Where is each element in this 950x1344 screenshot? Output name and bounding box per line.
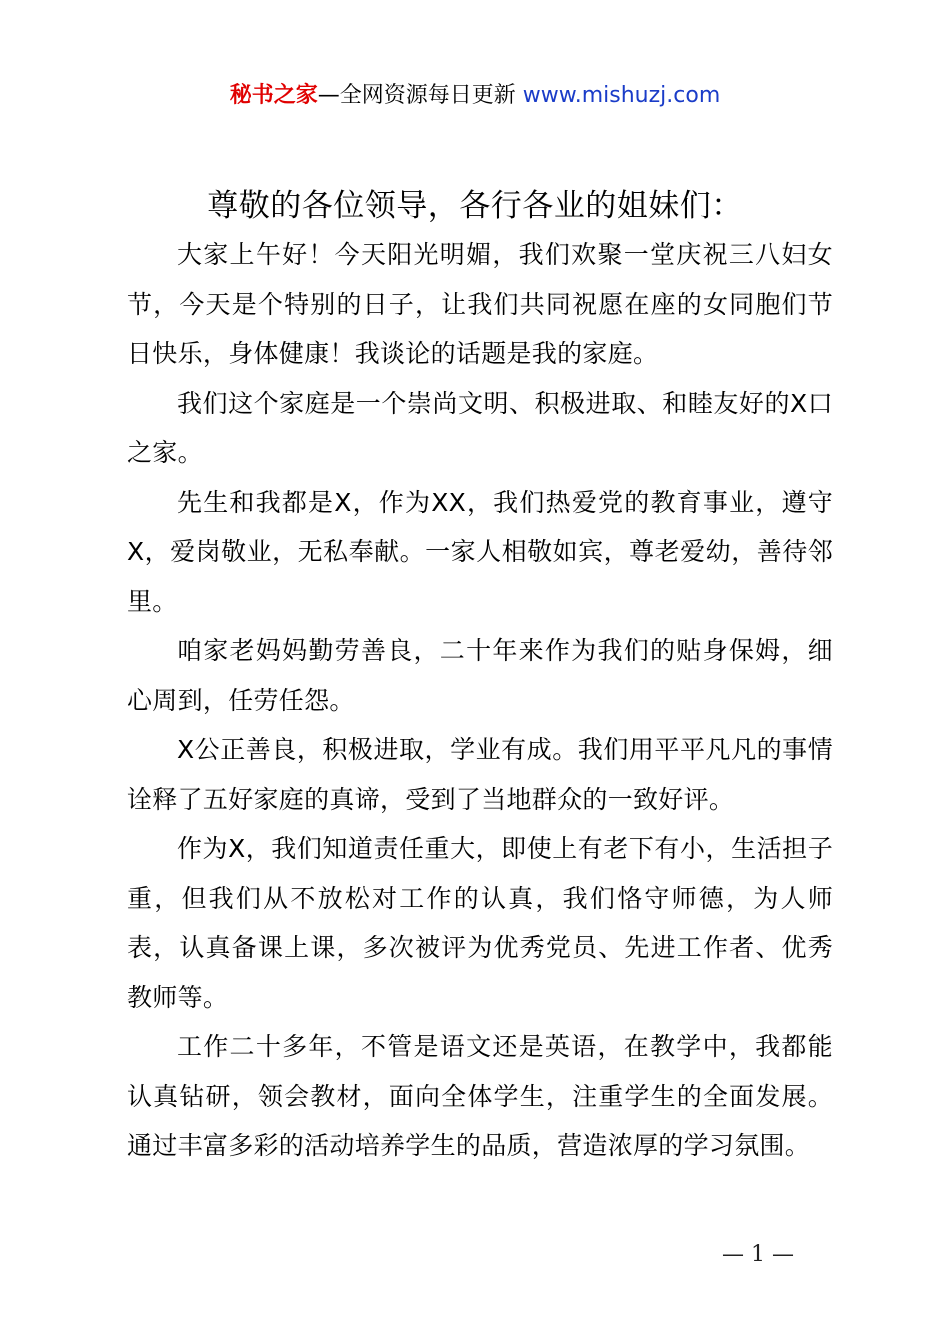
paragraph: 我们这个家庭是一个崇尚文明、积极进取、和睦友好的X口之家。 bbox=[127, 388, 833, 467]
page-number: — 1 — bbox=[722, 1242, 794, 1267]
paragraph: 先生和我都是X，作为XX，我们热爱党的教育事业，遵守X，爱岗敬业，无私奉献。一家人相敬如宾，尊老爱幼，善待邻里。 bbox=[127, 487, 833, 616]
site-brand: 秘书之家 bbox=[229, 83, 318, 108]
site-url-link[interactable]: www.mishuzj.com bbox=[522, 83, 721, 108]
paragraph: 咱家老妈妈勤劳善良，二十年来作为我们的贴身保姆，细心周到，任劳任怨。 bbox=[127, 636, 833, 715]
document-title: 尊敬的各位领导，各行各业的姐妹们： bbox=[207, 188, 743, 224]
site-header bbox=[0, 80, 950, 112]
site-slogan: —全网资源每日更新 bbox=[317, 83, 523, 108]
paragraph: 大家上午好！今天阳光明媚，我们欢聚一堂庆祝三八妇女节，今天是个特别的日子，让我们共同祝愿在座的女同胞们节日快乐，身体健康！我谈论的话题是我的家庭。 bbox=[127, 240, 833, 368]
document-body bbox=[127, 230, 833, 1171]
paragraph: 工作二十多年，不管是语文还是英语，在教学中，我都能认真钻研，领会教材，面向全体学生，注重学生的全面发展。通过丰富多彩的活动培养学生的品质，营造浓厚的学习氛围。 bbox=[127, 1032, 833, 1160]
paragraph: X公正善良，积极进取，学业有成。我们用平平凡凡的事情诠释了五好家庭的真谛，受到了当地群众的一致好评。 bbox=[127, 735, 833, 814]
paragraph: 作为X，我们知道责任重大，即使上有老下有小，生活担子重，但我们从不放松对工作的认真，我们恪守师德，为人师表，认真备课上课，多次被评为优秀党员、先进工作者、优秀教师等。 bbox=[127, 834, 833, 1012]
